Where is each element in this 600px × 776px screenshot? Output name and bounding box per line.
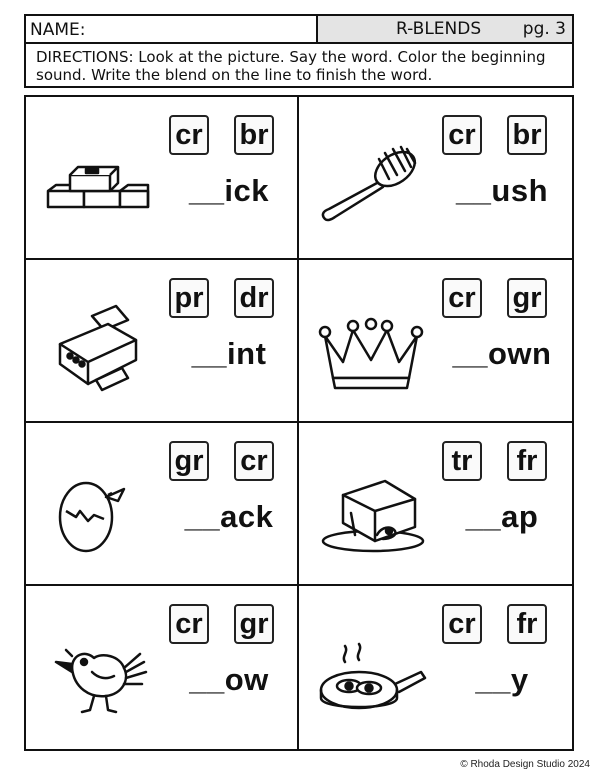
brush-icon	[315, 139, 427, 229]
blend-option-1[interactable]: cr	[169, 115, 209, 155]
card-grid	[24, 95, 574, 751]
blend-option-1[interactable]: cr	[442, 115, 482, 155]
blend-option-1[interactable]: cr	[442, 278, 482, 318]
card-cracked-egg	[26, 423, 299, 586]
blend-option-1[interactable]: cr	[442, 604, 482, 644]
title-bar	[318, 16, 572, 42]
blend-option-2[interactable]: br	[507, 115, 547, 155]
blend-option-2[interactable]: fr	[507, 441, 547, 481]
worksheet-header	[24, 14, 574, 44]
blend-option-1[interactable]: cr	[169, 604, 209, 644]
word-ending[interactable]: __ack	[184, 499, 274, 534]
crow-icon	[42, 628, 154, 718]
blend-option-2[interactable]: gr	[507, 278, 547, 318]
blend-option-1[interactable]: tr	[442, 441, 482, 481]
worksheet-title: R-BLENDS	[396, 19, 482, 39]
blend-option-2[interactable]: dr	[234, 278, 274, 318]
crown-icon	[315, 302, 427, 392]
blend-option-2[interactable]: cr	[234, 441, 274, 481]
word-ending[interactable]: __ap	[465, 499, 539, 534]
card-frying-pan	[299, 586, 572, 749]
page-number: pg. 3	[522, 19, 566, 39]
cracked-egg-icon	[42, 465, 154, 555]
card-crown	[299, 260, 572, 423]
word-ending[interactable]: __ow	[189, 662, 269, 697]
word-ending[interactable]: __y	[475, 662, 529, 697]
printer-icon	[42, 302, 154, 392]
name-label: NAME:	[30, 20, 86, 40]
word-ending[interactable]: __own	[452, 336, 552, 371]
word-ending[interactable]: __int	[191, 336, 267, 371]
copyright-text: © Rhoda Design Studio 2024	[460, 759, 590, 770]
directions-text: DIRECTIONS: Look at the picture. Say the word. Color the beginning sound. Write the blend on the line to finish the word.	[24, 44, 574, 88]
blend-option-1[interactable]: gr	[169, 441, 209, 481]
card-crow	[26, 586, 299, 749]
word-ending[interactable]: __ush	[455, 173, 549, 208]
blend-option-2[interactable]: fr	[507, 604, 547, 644]
bricks-icon	[42, 139, 154, 229]
blend-option-2[interactable]: br	[234, 115, 274, 155]
card-bricks	[26, 97, 299, 260]
card-brush	[299, 97, 572, 260]
trap-icon	[315, 465, 427, 555]
card-trap	[299, 423, 572, 586]
card-printer	[26, 260, 299, 423]
frying-pan-icon	[315, 628, 427, 718]
name-field[interactable]	[26, 16, 318, 42]
word-ending[interactable]: __ick	[188, 173, 270, 208]
blend-option-1[interactable]: pr	[169, 278, 209, 318]
blend-option-2[interactable]: gr	[234, 604, 274, 644]
